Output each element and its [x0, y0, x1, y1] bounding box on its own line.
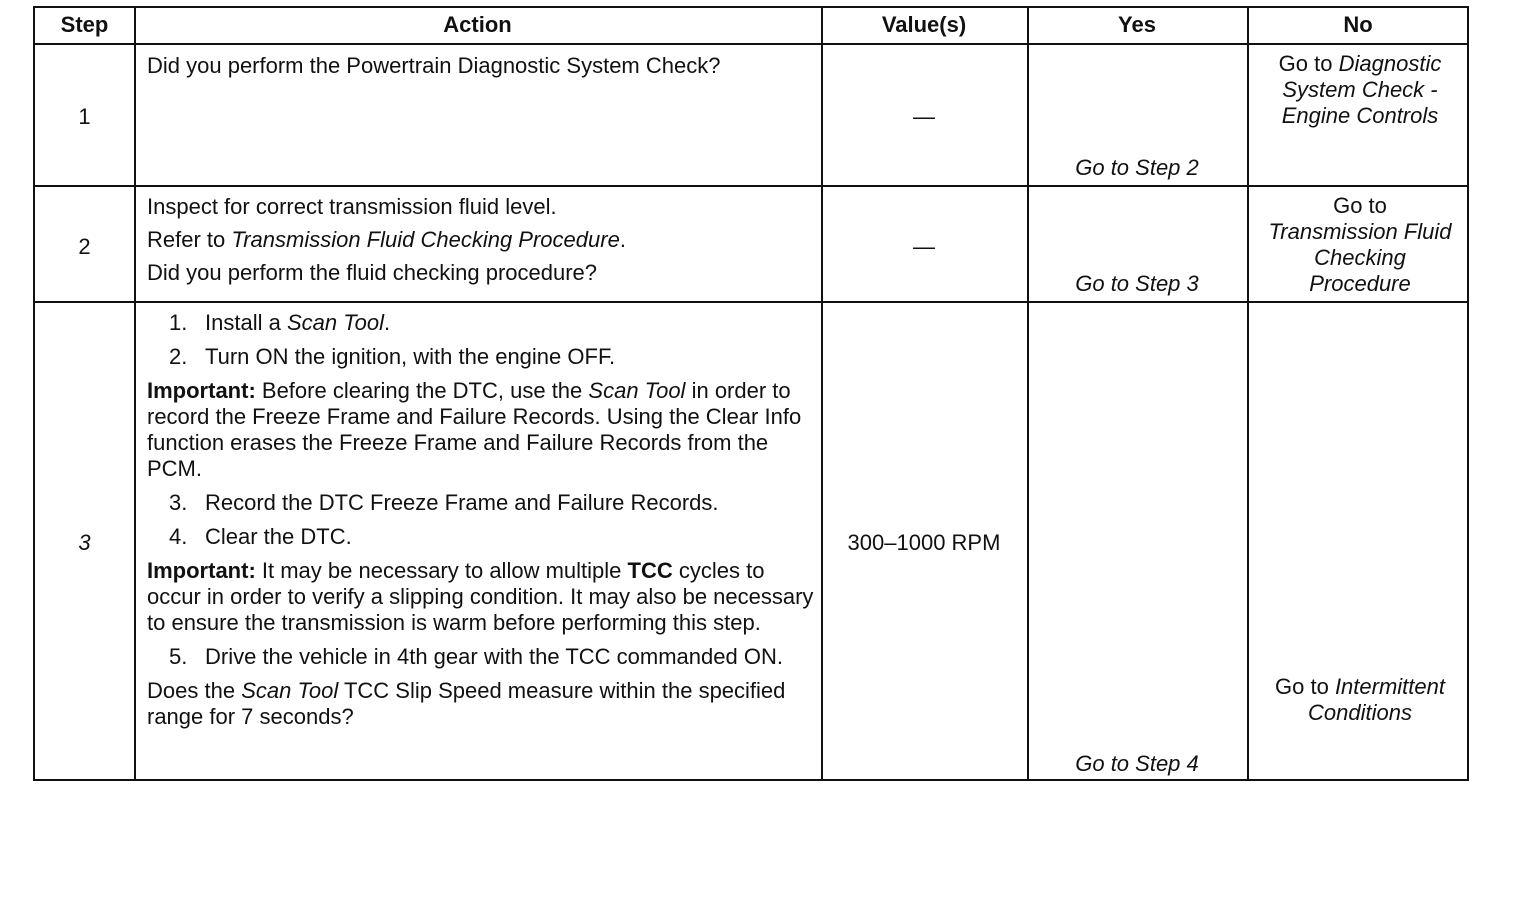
- list-item: [147, 310, 815, 336]
- row-divider: [35, 185, 1467, 187]
- step-1-yes: Go to Step 2: [1075, 155, 1199, 180]
- list-number: 2.: [169, 344, 188, 369]
- list-text: Clear the DTC.: [205, 524, 352, 549]
- step-2-no: [1265, 193, 1455, 297]
- important-label: Important:: [147, 558, 256, 583]
- step-3-no: [1257, 674, 1463, 726]
- list-number: 5.: [169, 644, 188, 669]
- scan-tool-term: Scan Tool: [241, 678, 339, 703]
- list-item: [147, 644, 815, 670]
- list-text: Record the DTC Freeze Frame and Failure Records.: [205, 490, 719, 515]
- no-prefix: Go to: [1333, 193, 1387, 218]
- list-text: Drive the vehicle in 4th gear with the TCC commanded ON.: [205, 644, 783, 669]
- step-2-line2-prefix: Refer to: [147, 227, 226, 252]
- list-text-pre: Install a: [205, 310, 281, 335]
- header-no: No: [1343, 12, 1373, 37]
- no-link-diagnostic-system-check[interactable]: Diagnostic System Check - Engine Controls: [1281, 51, 1442, 128]
- diagnostic-table: [33, 6, 1469, 781]
- step-1-value: —: [913, 104, 935, 129]
- list-item: [147, 490, 815, 516]
- step-2-question: Did you perform the fluid checking procedure?: [147, 260, 598, 285]
- step-2-value: —: [913, 234, 935, 259]
- step-2-yes: Go to Step 3: [1075, 271, 1199, 296]
- list-text: [205, 310, 815, 336]
- step-1-no: [1255, 51, 1465, 129]
- header-values: Value(s): [881, 12, 967, 37]
- list-item: [147, 344, 815, 370]
- tcc-term: TCC: [627, 558, 673, 583]
- important-text-post: cycles to occur in order to verify a slipping condition. It may also be necessary to ensure the transmission is warm before performing this step.: [147, 558, 814, 635]
- scan-tool-term: Scan Tool: [286, 310, 384, 335]
- no-link-intermittent-conditions[interactable]: Intermittent Conditions: [1308, 674, 1445, 725]
- question-post: TCC Slip Speed measure within the specified range for 7 seconds?: [147, 678, 786, 729]
- step-1-question: Did you perform the Powertrain Diagnostic System Check?: [147, 53, 721, 78]
- important-text-pre: Before clearing the DTC, use the: [261, 378, 583, 403]
- scan-tool-term: Scan Tool: [588, 378, 686, 403]
- important-note-2: [147, 558, 815, 636]
- list-number: 3.: [169, 490, 188, 515]
- header-action: Action: [443, 12, 512, 37]
- column-divider: [134, 8, 136, 779]
- list-text-post: .: [384, 310, 391, 335]
- row-divider: [35, 301, 1467, 303]
- link-transmission-fluid-procedure[interactable]: Transmission Fluid Checking Procedure: [231, 227, 620, 252]
- important-text-post: in order to record the Freeze Frame and Failure Records. Using the Clear Info function erases the Freeze Frame and Failure Records from the PCM.: [147, 378, 802, 481]
- step-3-value: 300–1000 RPM: [847, 530, 1001, 555]
- step-2-line1: Inspect for correct transmission fluid level.: [147, 194, 557, 219]
- list-number: 1.: [169, 310, 188, 335]
- step-2-action: [147, 194, 817, 286]
- step-1-action: [147, 53, 817, 79]
- no-prefix: Go to: [1275, 674, 1329, 699]
- step-3-action: [147, 310, 815, 730]
- step-2-line2: [147, 227, 817, 253]
- header-yes: Yes: [1118, 12, 1156, 37]
- list-item: [147, 524, 815, 550]
- question-pre: Does the: [147, 678, 236, 703]
- list-number: 4.: [169, 524, 188, 549]
- no-prefix: Go to: [1278, 51, 1333, 76]
- column-divider: [1027, 8, 1029, 779]
- important-text-pre: It may be necessary to allow multiple: [261, 558, 622, 583]
- header-step: Step: [60, 12, 109, 37]
- step-3-question: [147, 678, 815, 730]
- no-link-transmission-fluid-procedure[interactable]: Transmission Fluid Checking Procedure: [1268, 219, 1452, 296]
- step-2-number: 2: [78, 234, 91, 259]
- list-text: Turn ON the ignition, with the engine OFF.: [205, 344, 616, 369]
- column-divider: [1247, 8, 1249, 779]
- important-label: Important:: [147, 378, 256, 403]
- step-3-yes: Go to Step 4: [1075, 751, 1199, 776]
- step-2-line2-suffix: .: [619, 227, 626, 252]
- important-note-1: [147, 378, 815, 482]
- row-divider: [35, 43, 1467, 45]
- step-1-number: 1: [78, 104, 91, 129]
- step-3-number: 3: [78, 530, 91, 555]
